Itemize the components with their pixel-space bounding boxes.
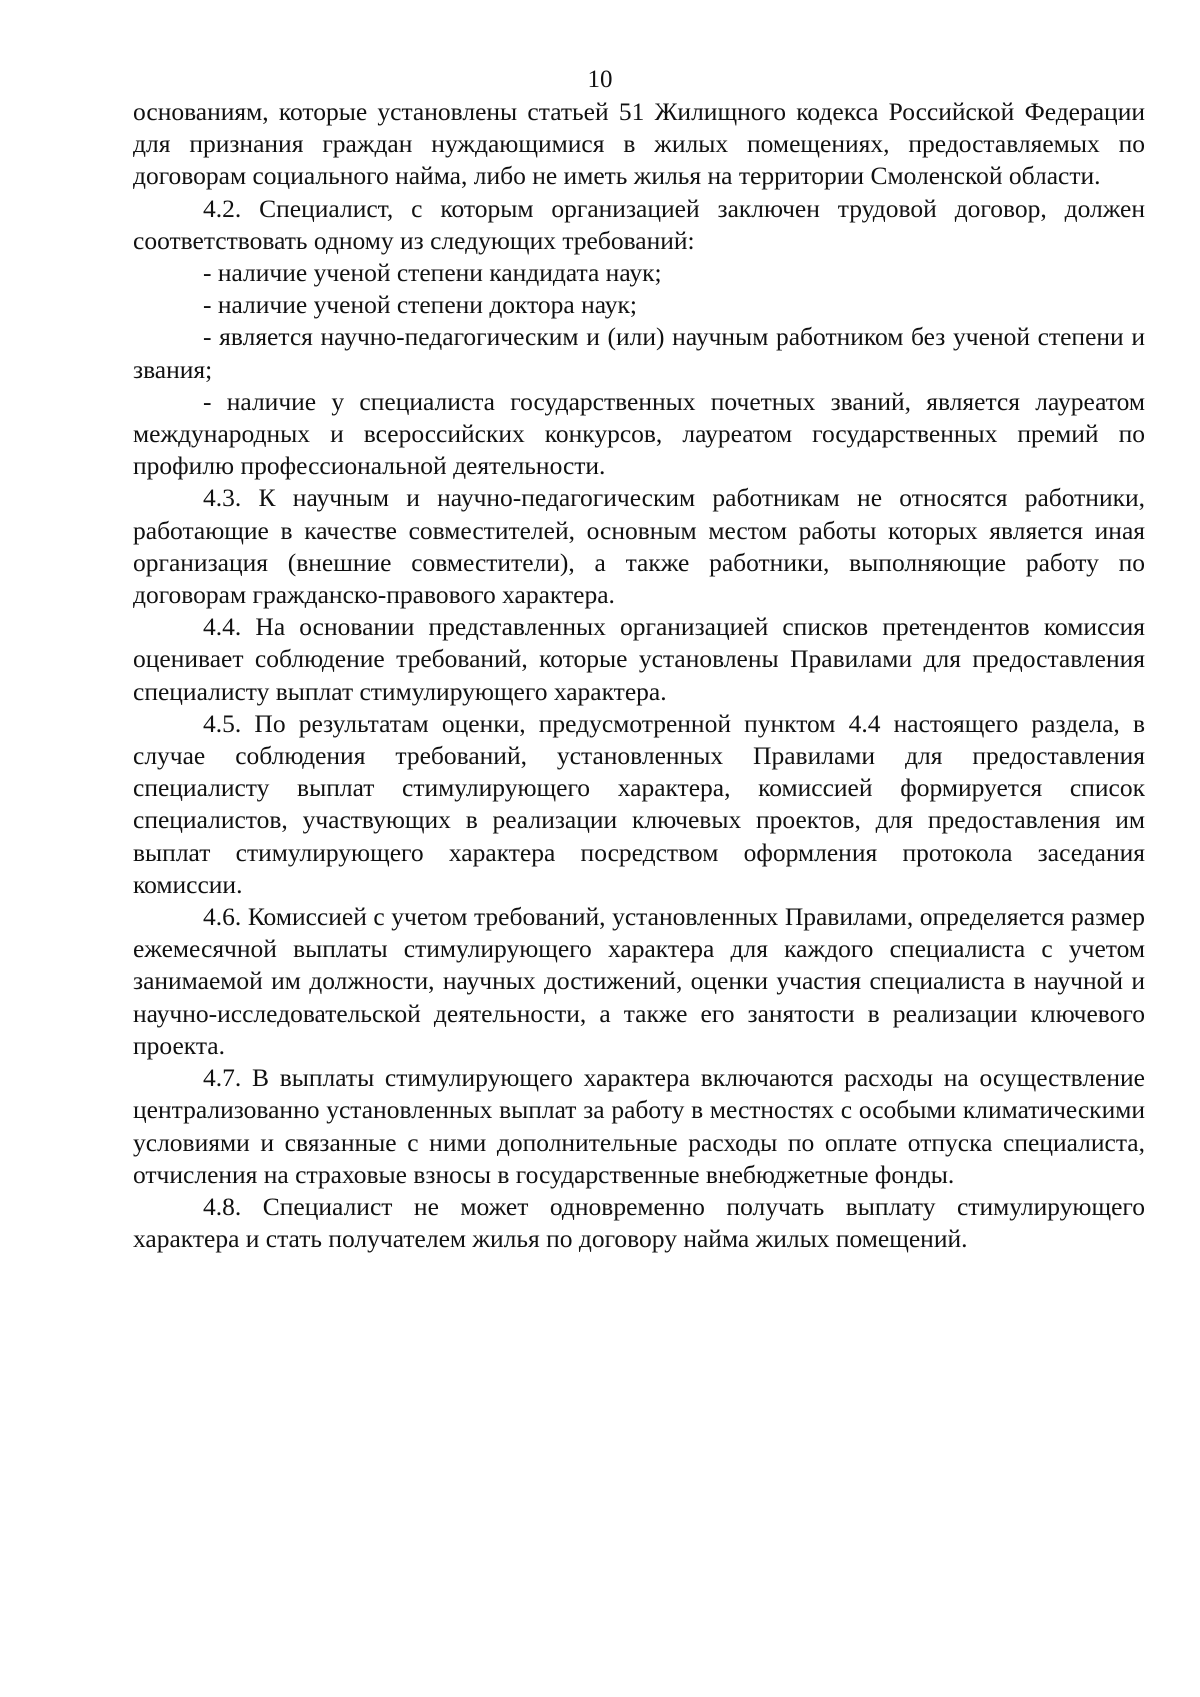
list-item-doctor-degree: - наличие ученой степени доктора наук; xyxy=(203,290,637,320)
list-item-candidate-degree: - наличие ученой степени кандидата наук; xyxy=(203,258,662,288)
paragraph-4-7: 4.7. В выплаты стимулирующего характера включаются расходы на осуществление централизованно установленных выплат за работу в местностях с особыми климатическими условиями и связанные с ними дополнительные расходы по оплате отпуска специалиста, отчисления на страховые взносы в государственные внебюджетные фонды. xyxy=(133,1063,1145,1189)
page-number: 10 xyxy=(587,66,613,93)
paragraph-4-5: 4.5. По результатам оценки, предусмотренной пунктом 4.4 настоящего раздела, в случае соблюдения требований, установленных Правилами для предоставления специалисту выплат стимулирующего характера, комиссией формируется список специалистов, участвующих в реализации ключевых проектов, для предоставления им выплат стимулирующего характера посредством оформления протокола заседания комиссии. xyxy=(133,708,1145,899)
list-item-honorary-titles: - наличие у специалиста государственных почетных званий, является лауреатом международных и всероссийских конкурсов, лауреатом государственных премий по профилю профессиональной деятельности. xyxy=(133,386,1145,481)
paragraph-4-6: 4.6. Комиссией с учетом требований, установленных Правилами, определяется размер ежемесячной выплаты стимулирующего характера для каждого специалиста с учетом занимаемой им должности, научных достижений, оценки участия специалиста в научной и научно-исследовательской деятельности, а также его занятости в реализации ключевого проекта. xyxy=(133,902,1145,1060)
paragraph-4-2: 4.2. Специалист, с которым организацией заключен трудовой договор, должен соответствовать одному из следующих требований: xyxy=(133,193,1145,255)
paragraph-4-3: 4.3. К научным и научно-педагогическим работникам не относятся работники, работающие в качестве совместителей, основным местом работы которых является иная организация (внешние совместители), а также работники, выполняющие работу по договорам гражданско-правового характера. xyxy=(133,483,1145,610)
paragraph-4-8: 4.8. Специалист не может одновременно получать выплату стимулирующего характера и стать получателем жилья по договору найма жилых помещений. xyxy=(133,1191,1145,1254)
paragraph-continuation-section-4-1: основаниям, которые установлены статьей 51 Жилищного кодекса Российской Федерации для признания граждан нуждающимися в жилых помещениях, предоставляемых по договорам социального найма, либо не иметь жилья на территории Смоленской области. xyxy=(133,97,1145,191)
list-item-research-worker: - является научно-педагогическим и (или) научным работником без ученой степени и звания; xyxy=(133,322,1145,384)
paragraph-4-4: 4.4. На основании представленных организацией списков претендентов комиссия оценивает соблюдение требований, которые установлены Правилами для предоставления специалисту выплат стимулирующего характера. xyxy=(133,612,1145,706)
document-body xyxy=(133,96,1145,1255)
